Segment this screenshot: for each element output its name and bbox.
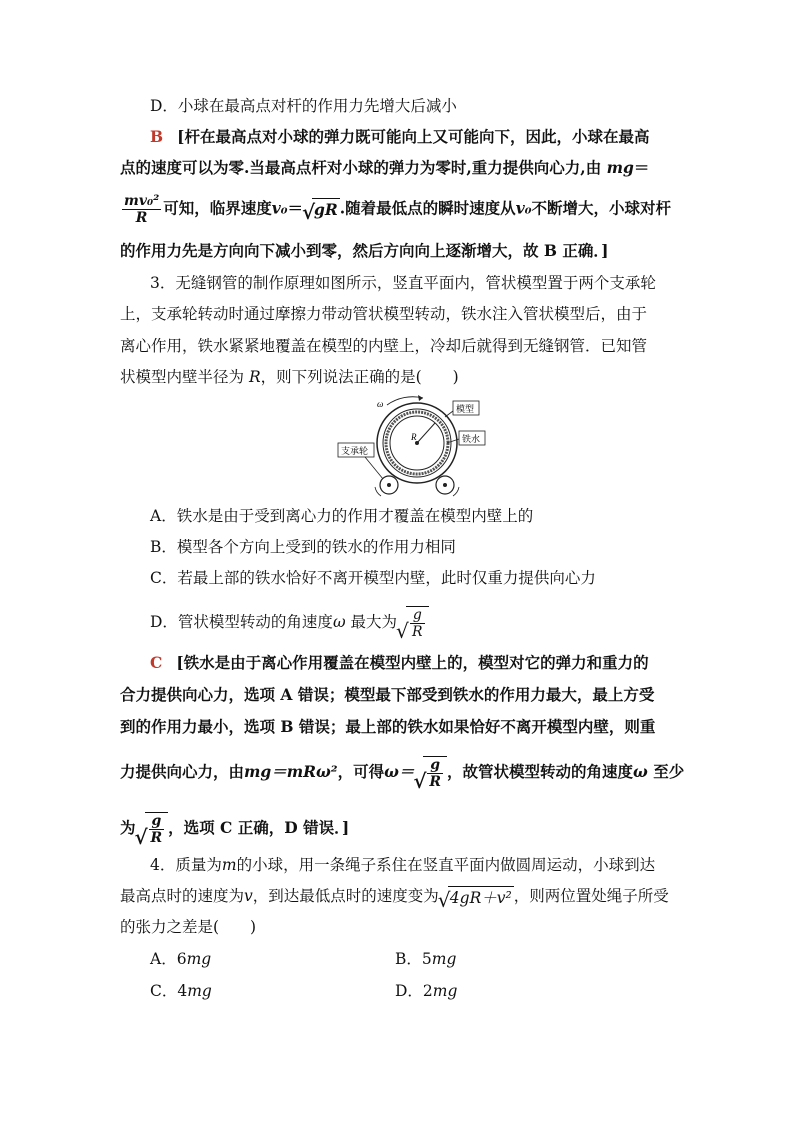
q3-answer: C xyxy=(150,653,163,672)
option-d-prev: D．小球在最高点对杆的作用力先增大后减小 xyxy=(150,97,457,115)
wheel-label: 支承轮 xyxy=(341,447,369,457)
q3-stem-line2: 上，支承轮转动时通过摩擦力带动管状模型转动，铁水注入管状模型后，由于 xyxy=(120,305,648,323)
q3-explanation-line2: 合力提供向心力，选项 A 错误；模型最下部受到铁水的作用力最大，最上方受 xyxy=(120,685,655,704)
q3-option-a: A．铁水是由于受到离心力的作用才覆盖在模型内壁上的 xyxy=(150,507,534,525)
q4-stem-line3: 的张力之差是( ) xyxy=(120,918,257,936)
omega-label: ω xyxy=(377,399,384,409)
formula-sqrt: √ 4gR＋v² xyxy=(439,886,514,909)
iron-label: 铁水 xyxy=(462,435,481,445)
q3-explanation-line4: 力提供向心力，由mg＝mRω²，可得ω＝ √ $\frac{g}{R}$ ，故管状模型转动的角速度ω 至少 xyxy=(120,756,680,790)
radius-line xyxy=(417,423,435,443)
formula-sqrt: √ gR xyxy=(303,198,340,221)
formula-fraction: $\frac{\text{mv₀²}}{R}$ xyxy=(124,193,160,226)
q3-option-c: C．若最上部的铁水恰好不离开模型内壁，此时仅重力提供向心力 xyxy=(150,569,596,587)
q4-option-d: D．2mg xyxy=(395,982,458,1000)
model-label: 模型 xyxy=(456,405,475,415)
q3-explanation-line1: C [铁水是由于离心作用覆盖在模型内壁上的，模型对它的弹力和重力的 xyxy=(150,653,649,672)
q2-explanation-line2: 点的速度可以为零.当最高点杆对小球的弹力为零时,重力提供向心力,由 mg＝ xyxy=(120,158,650,177)
formula-sqrt-frac: √ $\frac{g}{R}$ xyxy=(397,606,429,640)
q4-options-row2 xyxy=(150,980,710,1002)
q4-option-b: B．5mg xyxy=(395,950,457,968)
rotation-arrow xyxy=(387,397,423,405)
q4-options-row1 xyxy=(150,948,710,970)
q3-option-b: B．模型各个方向上受到的铁水的作用力相同 xyxy=(150,538,456,556)
q3-stem-line4: 状模型内壁半径为 R，则下列说法正确的是( ) xyxy=(120,368,459,386)
q4-stem-line2: 最高点时的速度为v，到达最低点时的速度变为√ 4gR＋v² ，则两位置处绳子所受 xyxy=(120,885,680,909)
q3-option-d: D．管状模型转动的角速度ω 最大为 √ $\frac{g}{R}$ xyxy=(150,606,710,640)
q3-explanation-line3: 到的作用力最小，选项 B 错误；最上部的铁水如果恰好不离开模型内壁，则重 xyxy=(120,717,656,736)
q2-explanation-line4: 的作用力先是方向向下减小到零，然后方向向上逐渐增大，故 B 正确．] xyxy=(120,241,609,260)
q3-explanation-line5: 为 √ $\frac{g}{R}$ ，选项 C 正确，D 错误．] xyxy=(120,812,680,846)
q4-stem-line1: 4．质量为m的小球，用一条绳子系住在竖直平面内做圆周运动，小球到达 xyxy=(150,856,656,874)
q2-explanation-line1: B [杆在最高点对小球的弹力既可能向上又可能向下，因此，小球在最高 xyxy=(150,127,650,146)
q4-option-c: C．4mg xyxy=(150,982,212,1000)
q3-stem-line1: 3．无缝钢管的制作原理如图所示，竖直平面内，管状模型置于两个支承轮 xyxy=(150,274,656,292)
steel-pipe-diagram xyxy=(335,393,495,501)
rotation-arrowhead xyxy=(418,395,423,401)
q3-stem-line3: 离心作用，铁水紧紧地覆盖在模型的内壁上，冷却后就得到无缝钢管．已知管 xyxy=(120,337,648,355)
q2-explanation-line3: $\frac{\text{mv₀²}}{R}$ 可知，临界速度v₀＝√ gR .随着最低点的瞬时速度从v₀不断增大，小球对杆 xyxy=(120,193,680,226)
q4-option-a: A．6mg xyxy=(150,950,212,968)
q2-answer: B xyxy=(150,127,164,146)
radius-label: R xyxy=(411,432,417,442)
